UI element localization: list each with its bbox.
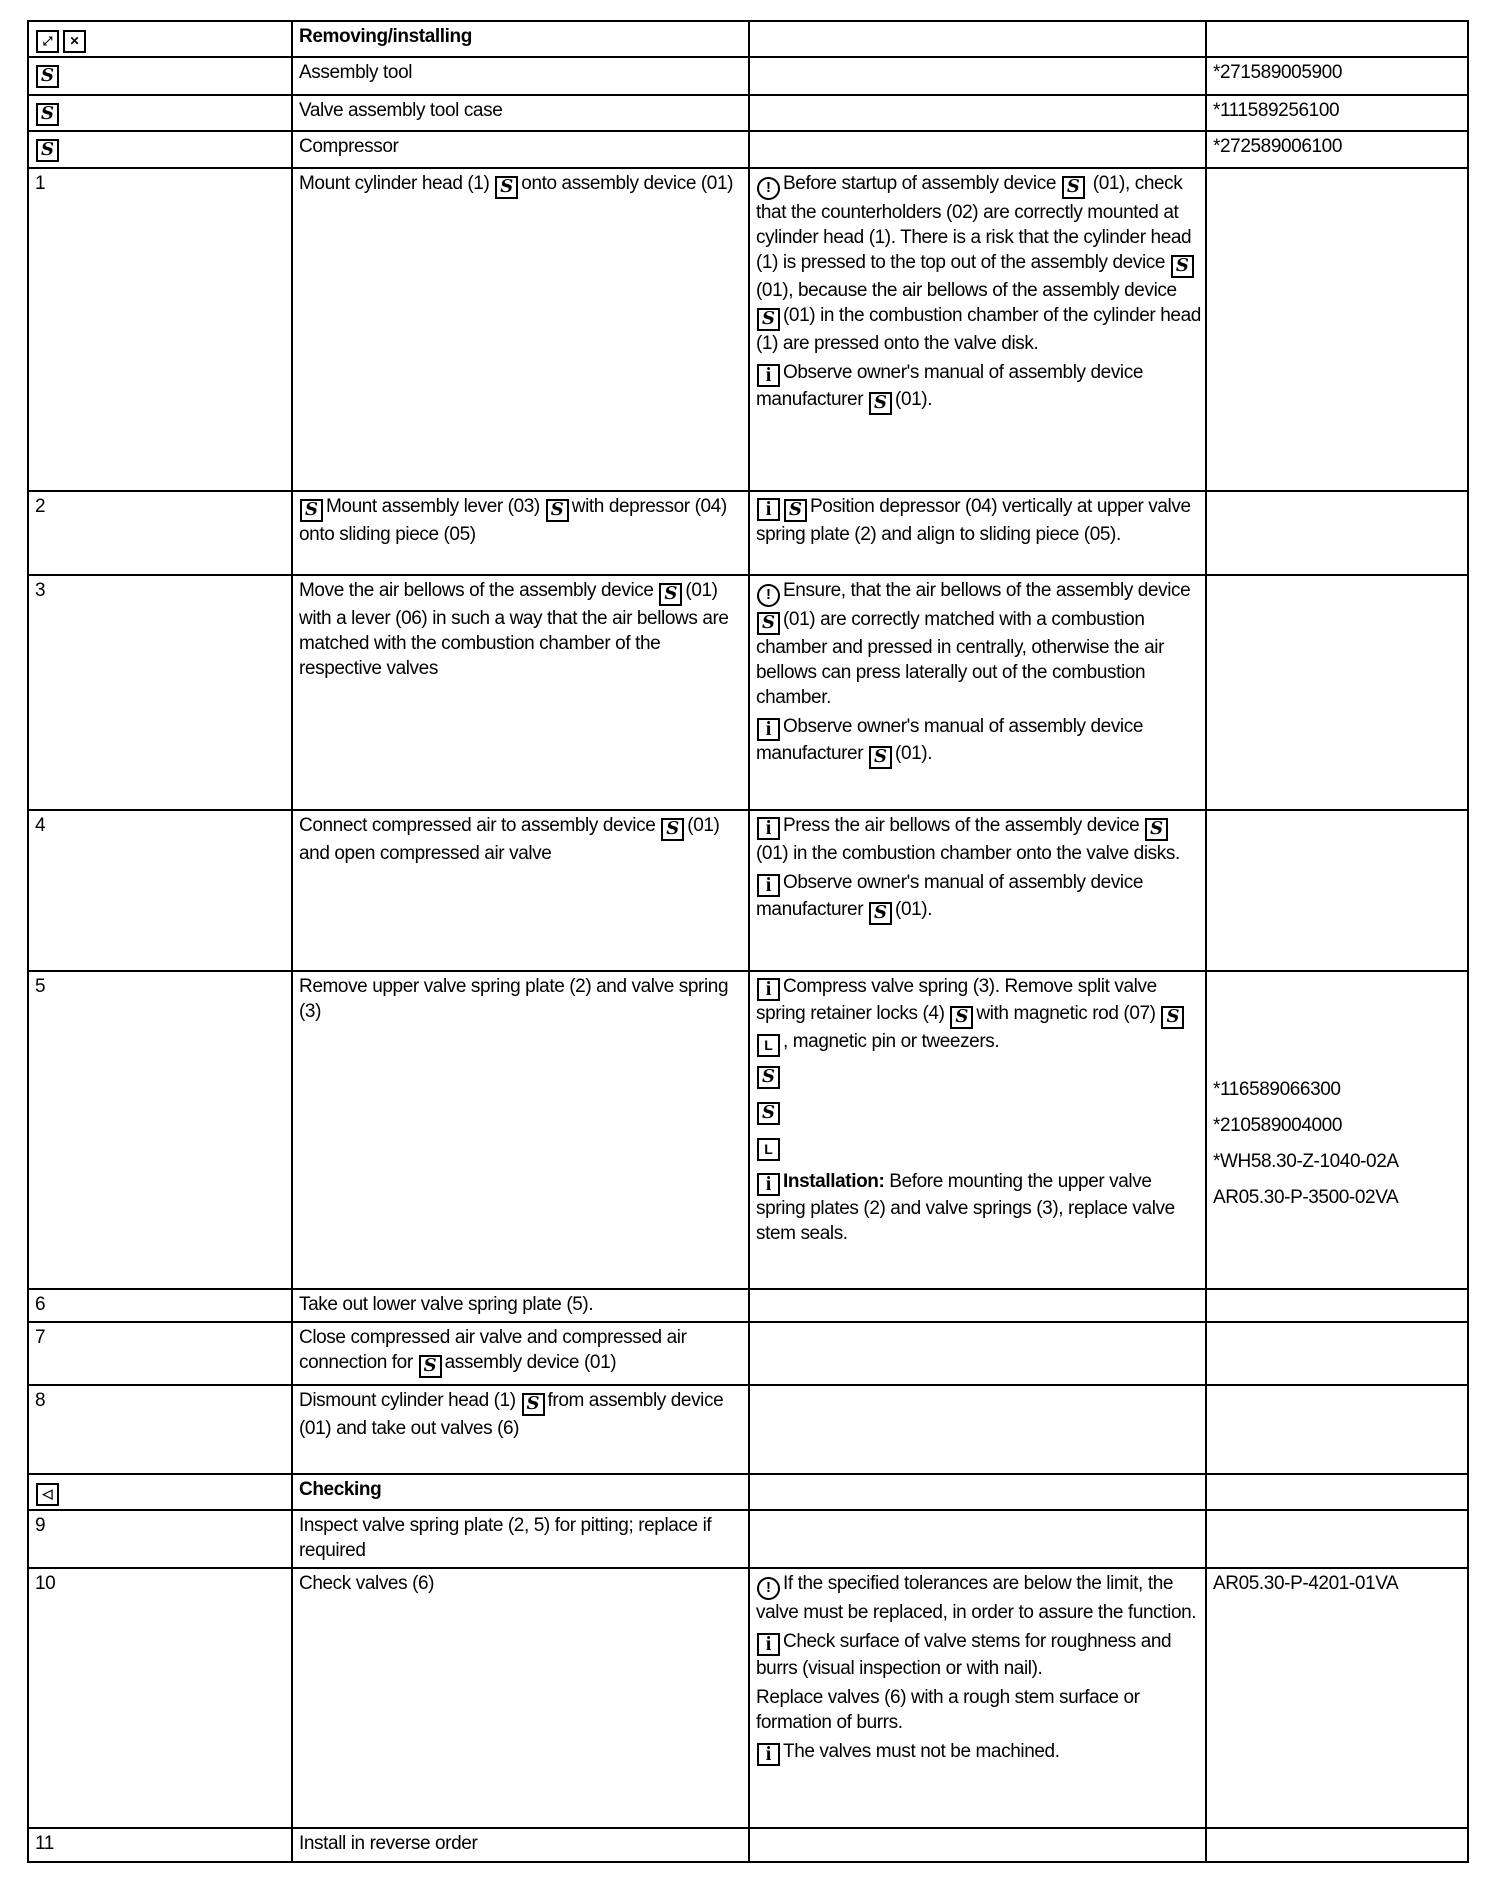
- action-cell: [292, 1322, 749, 1385]
- notes-cell: [749, 1510, 1206, 1568]
- special-tool-icon: S: [661, 818, 684, 841]
- text: Valve assembly tool case: [299, 100, 503, 121]
- step-cell: [28, 1828, 292, 1862]
- info-icon: i: [757, 1633, 780, 1656]
- text: Compressor: [299, 136, 399, 157]
- info-icon: i: [757, 498, 780, 521]
- action-cell: [292, 1289, 749, 1322]
- part-number: *111589256100: [1213, 100, 1340, 121]
- special-tool-icon: S: [1145, 818, 1168, 841]
- special-tool-icon: S: [419, 1355, 442, 1378]
- info-icon: i: [757, 874, 780, 897]
- action-text: [299, 1571, 744, 1596]
- workshop-equipment-icon: L: [757, 1034, 780, 1057]
- action-cell: [292, 57, 749, 95]
- table-row: [28, 57, 1468, 95]
- note-paragraph: [756, 578, 1201, 710]
- action-text: [299, 1831, 744, 1856]
- checking-icon: ◁: [36, 1483, 59, 1506]
- note-paragraph: [756, 870, 1201, 925]
- reference-cell: [1206, 1385, 1468, 1474]
- bold-label: Installation:: [783, 1171, 885, 1192]
- text: Install in reverse order: [299, 1833, 478, 1854]
- text: , magnetic pin or tweezers.: [783, 1031, 1000, 1052]
- table-row: [28, 1568, 1468, 1828]
- text: Before mounting the upper valve spring plates (2) and valve springs (3), replace valve stem seals.: [756, 1171, 1175, 1244]
- special-tool-icon: S: [869, 746, 892, 769]
- text: Ensure, that the air bellows of the assembly device: [783, 580, 1191, 601]
- info-icon: i: [757, 978, 780, 1001]
- installing-icon: ✕: [63, 30, 86, 53]
- step-cell: [28, 57, 292, 95]
- notes-cell: [749, 1568, 1206, 1828]
- part-number: AR05.30-P-4201-01VA: [1213, 1573, 1399, 1594]
- step-cell: [28, 971, 292, 1289]
- table-row: [28, 491, 1468, 575]
- note-paragraph: [756, 1571, 1201, 1625]
- special-tool-icon: S: [784, 499, 807, 522]
- action-text: [299, 171, 744, 199]
- workshop-equipment-icon: L: [757, 1138, 780, 1161]
- step-cell: [28, 168, 292, 491]
- reference-cell: [1206, 21, 1468, 57]
- reference-cell: [1206, 1322, 1468, 1385]
- procedure-table-body: [28, 21, 1468, 1862]
- note-paragraph: [756, 714, 1201, 769]
- text: 6: [35, 1294, 46, 1315]
- text: 9: [35, 1515, 46, 1536]
- note-paragraph: [756, 974, 1201, 1057]
- text: with magnetic rod (07): [976, 1003, 1161, 1024]
- text: Observe owner's manual of assembly device manufacturer: [756, 716, 1144, 764]
- special-tool-icon: S: [950, 1006, 973, 1029]
- action-cell: [292, 971, 749, 1289]
- text: 5: [35, 976, 46, 997]
- step-cell: [28, 1474, 292, 1510]
- text: (01) are correctly matched with a combustion chamber and pressed in centrally, otherwise the air bellows can press laterally out of the combustion chamber.: [756, 609, 1165, 708]
- info-icon: i: [757, 1743, 780, 1766]
- table-row: [28, 810, 1468, 971]
- part-number: *271589005900: [1213, 62, 1342, 83]
- notes-cell: [749, 491, 1206, 575]
- special-tool-icon: S: [522, 1393, 545, 1416]
- action-cell: [292, 131, 749, 168]
- text: If the specified tolerances are below the limit, the valve must be replaced, in order to assure the function.: [756, 1573, 1197, 1623]
- text: (01) and open compressed air valve: [299, 815, 720, 864]
- text: 1: [35, 173, 46, 194]
- table-row: [28, 1828, 1468, 1862]
- text: The valves must not be machined.: [783, 1741, 1060, 1762]
- reference-cell: [1206, 1474, 1468, 1510]
- reference-cell: [1206, 1568, 1468, 1828]
- reference-cell: [1206, 168, 1468, 491]
- text: with depressor (04) onto sliding piece (05): [299, 496, 727, 545]
- notes-cell: [749, 168, 1206, 491]
- note-paragraph: [756, 494, 1201, 547]
- notes-cell: [749, 95, 1206, 131]
- text: assembly device (01): [444, 1352, 617, 1373]
- info-icon: i: [757, 1173, 780, 1196]
- action-cell: [292, 1474, 749, 1510]
- text: Take out lower valve spring plate (5).: [299, 1294, 594, 1315]
- text: Before startup of assembly device: [783, 173, 1061, 194]
- action-text: [299, 60, 744, 85]
- text: 7: [35, 1327, 46, 1348]
- text: 3: [35, 580, 46, 601]
- warning-icon: !: [757, 177, 780, 200]
- text: 2: [35, 496, 46, 517]
- text: from assembly device (01) and take out valves (6): [299, 1390, 724, 1439]
- table-row: [28, 131, 1468, 168]
- text: 10: [35, 1573, 56, 1594]
- action-text: [299, 98, 744, 123]
- step-cell: [28, 1385, 292, 1474]
- special-tool-icon: S: [869, 392, 892, 415]
- text: 4: [35, 815, 46, 836]
- table-row: [28, 575, 1468, 810]
- table-row: [28, 21, 1468, 57]
- action-cell: [292, 491, 749, 575]
- text: Remove upper valve spring plate (2) and valve spring (3): [299, 976, 729, 1022]
- info-icon: i: [757, 718, 780, 741]
- procedure-table: [27, 20, 1469, 1863]
- text: (01) in the combustion chamber onto the valve disks.: [756, 843, 1180, 864]
- action-text: [299, 494, 744, 547]
- text: Check surface of valve stems for roughness and burrs (visual inspection or with nail).: [756, 1631, 1172, 1679]
- action-text: [299, 1325, 744, 1378]
- action-text: [299, 974, 744, 1024]
- table-row: [28, 1289, 1468, 1322]
- info-icon: i: [757, 364, 780, 387]
- special-tool-icon: S: [757, 1066, 780, 1089]
- action-text: [299, 134, 744, 159]
- note-paragraph: [756, 1739, 1201, 1766]
- text: Assembly tool: [299, 62, 413, 83]
- text: Observe owner's manual of assembly device manufacturer: [756, 362, 1144, 410]
- text: Connect compressed air to assembly device: [299, 815, 661, 836]
- reference-cell: [1206, 95, 1468, 131]
- warning-icon: !: [757, 1577, 780, 1600]
- note-paragraph: [756, 171, 1201, 356]
- step-cell: [28, 21, 292, 57]
- reference-cell: [1206, 1289, 1468, 1322]
- text: Press the air bellows of the assembly device: [783, 815, 1145, 836]
- step-cell: [28, 1568, 292, 1828]
- reference-cell: [1206, 57, 1468, 95]
- text: Close compressed air valve and compressed air connection for: [299, 1327, 687, 1373]
- step-cell: [28, 575, 292, 810]
- special-tool-icon: S: [757, 612, 780, 635]
- notes-cell: [749, 57, 1206, 95]
- action-cell: [292, 168, 749, 491]
- notes-cell: [749, 1289, 1206, 1322]
- notes-cell: [749, 131, 1206, 168]
- special-tool-icon: S: [1062, 176, 1085, 199]
- action-text: [299, 1513, 744, 1563]
- removing-icon: ⤢: [36, 30, 59, 53]
- text: 11: [35, 1833, 54, 1854]
- reference-cell: [1206, 1828, 1468, 1862]
- action-cell: [292, 21, 749, 57]
- tool-reference: [756, 1133, 1201, 1169]
- reference-cell: [1206, 131, 1468, 168]
- text: 8: [35, 1390, 46, 1411]
- warning-icon: !: [757, 584, 780, 607]
- action-cell: [292, 1828, 749, 1862]
- step-cell: [28, 1322, 292, 1385]
- reference-cell: [1206, 1510, 1468, 1568]
- special-tool-icon: S: [869, 902, 892, 925]
- action-text: [299, 1477, 744, 1502]
- special-tool-icon: S: [36, 103, 59, 126]
- part-number: *272589006100: [1213, 136, 1342, 157]
- text: Inspect valve spring plate (2, 5) for pitting; replace if required: [299, 1515, 712, 1561]
- text: (01) with a lever (06) in such a way that the air bellows are matched with the combustion chamber of the respective valves: [299, 580, 729, 679]
- text: (01), check that the counterholders (02) are correctly mounted at cylinder head (1). There is a risk that the cylinder head (1) is pressed to the top out of the assembly device: [756, 173, 1192, 273]
- table-row: [28, 1385, 1468, 1474]
- action-text: [299, 1292, 744, 1317]
- action-cell: [292, 810, 749, 971]
- text: Mount cylinder head (1): [299, 173, 495, 194]
- action-cell: [292, 575, 749, 810]
- step-cell: [28, 491, 292, 575]
- action-text: [299, 578, 744, 681]
- special-tool-icon: S: [495, 176, 518, 199]
- action-text: [299, 1388, 744, 1441]
- step-cell: [28, 810, 292, 971]
- part-number: AR05.30-P-3500-02VA: [1213, 1187, 1399, 1208]
- text: Replace valves (6) with a rough stem surface or formation of burrs.: [756, 1687, 1140, 1733]
- note-paragraph: [756, 360, 1201, 415]
- text: (01), because the air bellows of the assembly device: [756, 280, 1177, 301]
- special-tool-icon: S: [1171, 255, 1194, 278]
- action-cell: [292, 1568, 749, 1828]
- table-row: [28, 1474, 1468, 1510]
- notes-cell: [749, 575, 1206, 810]
- note-paragraph: [756, 1685, 1201, 1735]
- text: Position depressor (04) vertically at upper valve spring plate (2) and align to sliding piece (05).: [756, 496, 1191, 545]
- notes-cell: [749, 1828, 1206, 1862]
- bold-label: Checking: [299, 1479, 382, 1500]
- part-number: *210589004000: [1213, 1115, 1342, 1136]
- special-tool-icon: S: [1161, 1006, 1184, 1029]
- text: Move the air bellows of the assembly device: [299, 580, 659, 601]
- text: Compress valve spring (3). Remove split valve spring retainer locks (4): [756, 976, 1157, 1024]
- action-text: [299, 813, 744, 866]
- table-row: [28, 1322, 1468, 1385]
- note-paragraph: [756, 1169, 1201, 1246]
- action-cell: [292, 1385, 749, 1474]
- notes-cell: [749, 21, 1206, 57]
- tool-reference: [756, 1061, 1201, 1097]
- table-row: [28, 1510, 1468, 1568]
- text: (01).: [895, 743, 933, 764]
- step-cell: [28, 131, 292, 168]
- notes-cell: [749, 810, 1206, 971]
- special-tool-icon: S: [36, 139, 59, 162]
- text: Dismount cylinder head (1): [299, 1390, 521, 1411]
- notes-cell: [749, 1385, 1206, 1474]
- notes-cell: [749, 1322, 1206, 1385]
- special-tool-icon: S: [300, 499, 323, 522]
- reference-spacer: [1213, 974, 1463, 1072]
- special-tool-icon: S: [659, 583, 682, 606]
- tool-reference: [756, 1097, 1201, 1133]
- step-cell: [28, 1510, 292, 1568]
- special-tool-icon: S: [546, 499, 569, 522]
- action-cell: [292, 1510, 749, 1568]
- reference-cell: [1206, 971, 1468, 1289]
- special-tool-icon: S: [757, 1102, 780, 1125]
- special-tool-icon: S: [757, 308, 780, 331]
- text: onto assembly device (01): [521, 173, 734, 194]
- text: (01) in the combustion chamber of the cylinder head (1) are pressed onto the valve disk.: [756, 305, 1201, 354]
- part-number: *WH58.30-Z-1040-02A: [1213, 1151, 1399, 1172]
- info-icon: i: [757, 817, 780, 840]
- reference-cell: [1206, 810, 1468, 971]
- bold-label: Removing/installing: [299, 26, 472, 47]
- text: (01).: [895, 899, 933, 920]
- notes-cell: [749, 971, 1206, 1289]
- table-row: [28, 971, 1468, 1289]
- reference-cell: [1206, 575, 1468, 810]
- reference-cell: [1206, 491, 1468, 575]
- action-text: [299, 24, 744, 49]
- action-cell: [292, 95, 749, 131]
- text: Check valves (6): [299, 1573, 435, 1594]
- note-paragraph: [756, 1629, 1201, 1681]
- note-paragraph: [756, 813, 1201, 866]
- step-cell: [28, 1289, 292, 1322]
- text: Observe owner's manual of assembly device manufacturer: [756, 872, 1144, 920]
- text: (01).: [895, 389, 933, 410]
- table-row: [28, 168, 1468, 491]
- notes-cell: [749, 1474, 1206, 1510]
- table-row: [28, 95, 1468, 131]
- text: Mount assembly lever (03): [326, 496, 545, 517]
- special-tool-icon: S: [36, 65, 59, 88]
- part-number: *116589066300: [1213, 1079, 1341, 1100]
- step-cell: [28, 95, 292, 131]
